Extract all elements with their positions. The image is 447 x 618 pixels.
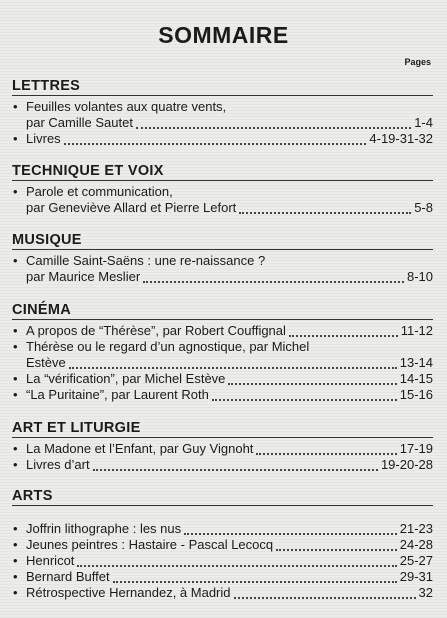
entry-pages: 24-28 <box>399 537 433 552</box>
entry-pages: 29-31 <box>399 569 433 584</box>
leader-dots <box>276 539 397 551</box>
entry-text: Thérèse ou le regard d’un agnostique, par Michel <box>26 339 310 354</box>
pages-column-label: Pages <box>404 57 431 67</box>
toc-entry <box>12 457 433 473</box>
bullet-icon: • <box>13 339 18 354</box>
section-technique-et-voix <box>12 163 433 216</box>
section-title: TECHNIQUE ET VOIX <box>12 163 433 181</box>
bullet-icon: • <box>13 387 18 402</box>
entry-text: Henricot <box>26 553 75 568</box>
entry-pages: 11-12 <box>400 323 433 338</box>
bullet-icon: • <box>13 131 18 146</box>
bullet-icon: • <box>13 569 18 584</box>
bullet-icon: • <box>13 441 18 456</box>
entry-text: par Maurice Meslier <box>26 269 141 284</box>
section-art-et-liturgie <box>12 420 433 473</box>
leader-dots <box>239 202 411 214</box>
leader-dots <box>212 389 397 401</box>
entry-pages: 19-20-28 <box>380 457 433 472</box>
bullet-icon: • <box>13 99 18 114</box>
entry-pages: 32 <box>418 585 433 600</box>
entry-text: La “vérification”, par Michel Estève <box>26 371 226 386</box>
section-arts <box>12 488 433 601</box>
entry-text: “La Puritaine”, par Laurent Roth <box>26 387 209 402</box>
entry-text: Feuilles volantes aux quatre vents, <box>26 99 227 114</box>
entry-text: Bernard Buffet <box>26 569 110 584</box>
entry-text: par Geneviève Allard et Pierre Lefort <box>26 200 237 215</box>
entry-pages: 4-19-31-32 <box>369 131 433 146</box>
entry-text: Rétrospective Hernandez, à Madrid <box>26 585 231 600</box>
leader-dots <box>77 555 396 567</box>
section-musique <box>12 232 433 285</box>
section-title: ART ET LITURGIE <box>12 420 433 438</box>
entry-pages: 13-14 <box>399 355 433 370</box>
entry-pages: 1-4 <box>414 115 433 130</box>
toc-entry <box>12 184 433 216</box>
entry-pages: 25-27 <box>399 553 433 568</box>
bullet-icon: • <box>13 537 18 552</box>
entry-text: Camille Saint-Saëns : une re-naissance ? <box>26 253 266 268</box>
bullet-icon: • <box>13 253 18 268</box>
entry-text: A propos de “Thérèse”, par Robert Couffignal <box>26 323 286 338</box>
entry-pages: 17-19 <box>399 441 433 456</box>
toc-entry <box>12 99 433 131</box>
entry-text: Parole et communication, <box>26 184 173 199</box>
section-cinema <box>12 302 433 403</box>
page-title: SOMMAIRE <box>158 22 289 48</box>
leader-dots <box>113 571 397 583</box>
section-title: LETTRES <box>12 78 433 96</box>
bullet-icon: • <box>13 553 18 568</box>
toc-entry <box>12 521 433 537</box>
leader-dots <box>136 117 411 129</box>
section-title: MUSIQUE <box>12 232 433 250</box>
leader-dots <box>234 587 416 599</box>
toc-entry <box>12 339 433 371</box>
leader-dots <box>256 443 396 455</box>
toc-entry <box>12 537 433 553</box>
bullet-icon: • <box>13 371 18 386</box>
entry-text: La Madone et l’Enfant, par Guy Vignoht <box>26 441 254 456</box>
bullet-icon: • <box>13 184 18 199</box>
toc-entry <box>12 131 433 147</box>
entry-pages: 5-8 <box>414 200 433 215</box>
leader-dots <box>143 271 404 283</box>
section-title: ARTS <box>12 488 433 506</box>
leader-dots <box>289 325 398 337</box>
toc-entry <box>12 371 433 387</box>
bullet-icon: • <box>13 585 18 600</box>
entry-text: Joffrin lithographe : les nus <box>26 521 182 536</box>
entry-text: Livres d’art <box>26 457 90 472</box>
entry-pages: 15-16 <box>399 387 433 402</box>
bullet-icon: • <box>13 521 18 536</box>
toc-entry <box>12 387 433 403</box>
entry-text: Jeunes peintres : Hastaire - Pascal Lecocq <box>26 537 274 552</box>
toc-entry <box>12 553 433 569</box>
toc-entry <box>12 253 433 285</box>
toc-entry <box>12 323 433 339</box>
entry-pages: 8-10 <box>406 269 433 284</box>
entry-text: par Camille Sautet <box>26 115 133 130</box>
section-title: CINÉMA <box>12 302 433 320</box>
toc-entry <box>12 569 433 585</box>
toc-entry <box>12 441 433 457</box>
entry-pages: 14-15 <box>399 371 433 386</box>
entry-text: Livres <box>26 131 61 146</box>
leader-dots <box>69 357 397 369</box>
leader-dots <box>228 373 396 385</box>
toc-entry <box>12 585 433 601</box>
bullet-icon: • <box>13 457 18 472</box>
entry-text: Estève <box>26 355 66 370</box>
leader-dots <box>64 133 367 145</box>
leader-dots <box>93 459 378 471</box>
bullet-icon: • <box>13 323 18 338</box>
section-lettres <box>12 78 433 147</box>
entry-pages: 21-23 <box>399 521 433 536</box>
leader-dots <box>184 523 397 535</box>
